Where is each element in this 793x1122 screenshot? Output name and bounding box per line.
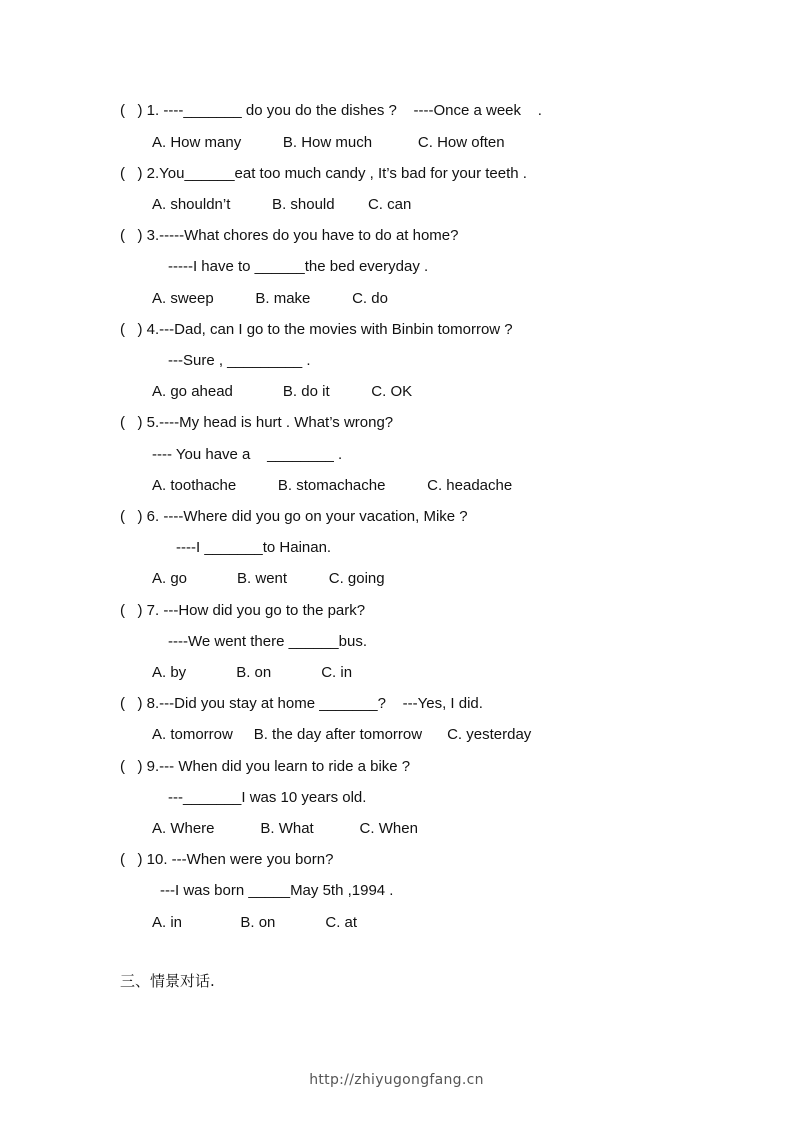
question-10-options: A. in B. on C. at [152, 914, 358, 931]
question-4-stem: ( ) 4.---Dad, can I go to the movies with Binbin tomorrow ? [120, 321, 513, 338]
question-8-stem: ( ) 8.---Did you stay at home _______? ---Yes, I did. [120, 695, 483, 712]
question-6-reply: ----I _______to Hainan. [176, 539, 332, 556]
question-3-reply: -----I have to ______the bed everyday . [168, 258, 429, 275]
question-9-options: A. Where B. What C. When [152, 820, 418, 837]
question-5-reply: ---- You have a ________ . [152, 446, 343, 463]
section-title: 三、情景对话. [120, 972, 215, 990]
question-3-stem: ( ) 3.-----What chores do you have to do at home? [120, 227, 459, 244]
question-10-stem: ( ) 10. ---When were you born? [120, 851, 334, 868]
question-2-options: A. shouldn’t B. should C. can [152, 196, 412, 213]
question-9-reply: ---_______I was 10 years old. [168, 789, 367, 806]
question-6-stem: ( ) 6. ----Where did you go on your vacation, Mike ? [120, 508, 468, 525]
question-9-stem: ( ) 9.--- When did you learn to ride a bike ? [120, 758, 411, 775]
question-7-options: A. by B. on C. in [152, 664, 353, 681]
question-2-stem: ( ) 2.You______eat too much candy , It’s bad for your teeth . [120, 165, 527, 182]
question-8-options: A. tomorrow B. the day after tomorrow C. yesterday [152, 726, 532, 743]
question-3-options: A. sweep B. make C. do [152, 290, 388, 307]
footer-url: http://zhiyugongfang.cn [309, 1072, 484, 1088]
question-1-stem: ( ) 1. ----_______ do you do the dishes ? ----Once a week . [120, 102, 542, 119]
question-7-stem: ( ) 7. ---How did you go to the park? [120, 602, 366, 619]
question-4-reply: ---Sure , _________ . [168, 352, 311, 369]
question-10-reply: ---I was born _____May 5th ,1994 . [160, 882, 394, 899]
question-1-options: A. How many B. How much C. How often [152, 134, 505, 151]
question-5-stem: ( ) 5.----My head is hurt . What’s wrong? [120, 414, 394, 431]
question-4-options: A. go ahead B. do it C. OK [152, 383, 413, 400]
question-7-reply: ----We went there ______bus. [168, 633, 367, 650]
question-6-options: A. go B. went C. going [152, 570, 385, 587]
question-5-options: A. toothache B. stomachache C. headache [152, 477, 513, 494]
